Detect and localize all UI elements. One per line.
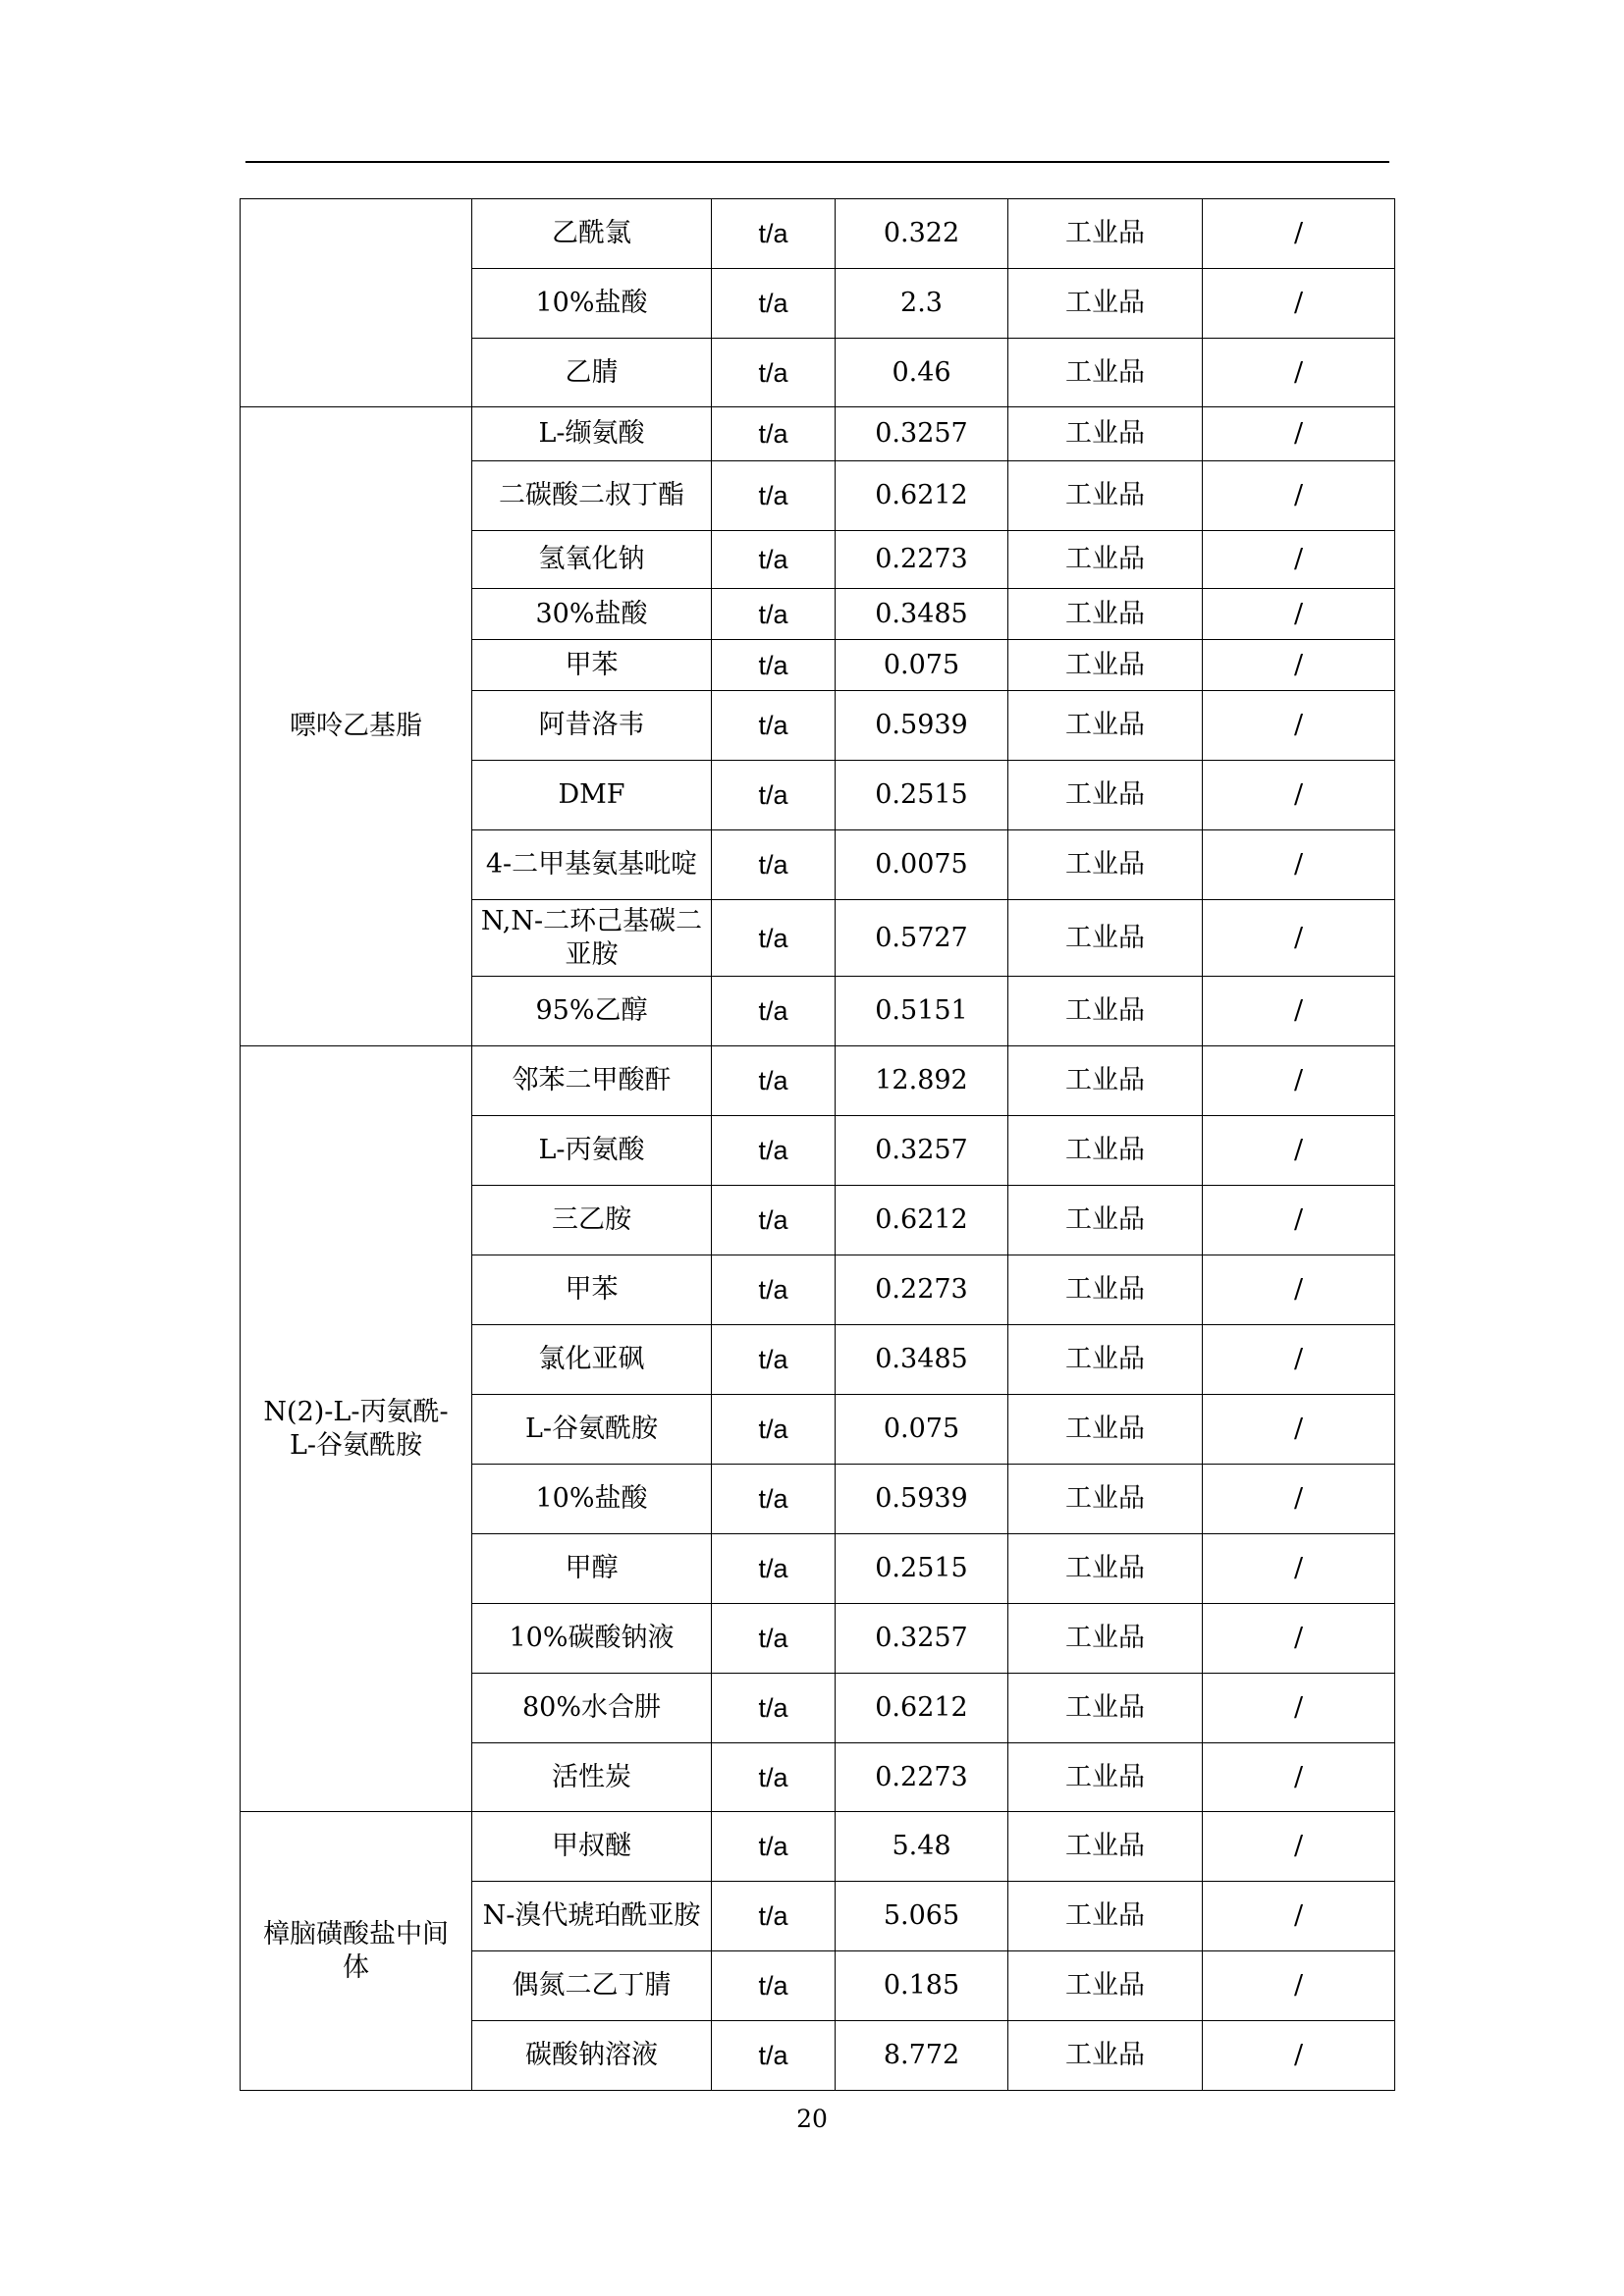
material-name-cell: 10%盐酸: [472, 1465, 712, 1534]
unit-cell: t/a: [712, 1116, 836, 1186]
annual-amount-cell: 0.2273: [836, 1743, 1008, 1812]
material-name-cell: 氯化亚砜: [472, 1325, 712, 1395]
annual-amount-cell: 12.892: [836, 1046, 1008, 1116]
note-cell: /: [1203, 830, 1395, 900]
grade-cell: 工业品: [1008, 761, 1203, 830]
annual-amount-cell: 8.772: [836, 2021, 1008, 2091]
note-cell: /: [1203, 2021, 1395, 2091]
header-rule: [245, 161, 1389, 163]
grade-cell: 工业品: [1008, 269, 1203, 339]
note-cell: /: [1203, 1255, 1395, 1325]
grade-cell: 工业品: [1008, 900, 1203, 977]
unit-cell: t/a: [712, 461, 836, 531]
annual-amount-cell: 0.3485: [836, 1325, 1008, 1395]
note-cell: /: [1203, 1674, 1395, 1743]
material-name-cell: 4-二甲基氨基吡啶: [472, 830, 712, 900]
annual-amount-cell: 2.3: [836, 269, 1008, 339]
product-name: 嘌呤乙基脂: [290, 711, 422, 741]
material-name-cell: 乙腈: [472, 339, 712, 407]
annual-amount-cell: 0.075: [836, 640, 1008, 691]
annual-amount-cell: 0.6212: [836, 461, 1008, 531]
material-name-cell: 邻苯二甲酸酐: [472, 1046, 712, 1116]
material-name-cell: 甲醇: [472, 1534, 712, 1604]
unit-cell: t/a: [712, 761, 836, 830]
annual-amount-cell: 0.5939: [836, 1465, 1008, 1534]
unit-cell: t/a: [712, 1882, 836, 1951]
annual-amount-cell: 0.46: [836, 339, 1008, 407]
unit-cell: t/a: [712, 1325, 836, 1395]
material-name-cell: 95%乙醇: [472, 977, 712, 1046]
grade-cell: 工业品: [1008, 407, 1203, 461]
grade-cell: 工业品: [1008, 1186, 1203, 1255]
material-name-cell: N-溴代琥珀酰亚胺: [472, 1882, 712, 1951]
unit-cell: t/a: [712, 1395, 836, 1465]
unit-cell: t/a: [712, 1465, 836, 1534]
unit-cell: t/a: [712, 640, 836, 691]
annual-amount-cell: 0.322: [836, 199, 1008, 269]
note-cell: /: [1203, 640, 1395, 691]
grade-cell: 工业品: [1008, 531, 1203, 589]
unit-cell: t/a: [712, 1951, 836, 2021]
grade-cell: 工业品: [1008, 1951, 1203, 2021]
material-name-cell: 偶氮二乙丁腈: [472, 1951, 712, 2021]
grade-cell: 工业品: [1008, 339, 1203, 407]
annual-amount-cell: 0.2515: [836, 1534, 1008, 1604]
grade-cell: 工业品: [1008, 199, 1203, 269]
unit-cell: t/a: [712, 407, 836, 461]
product-name: 樟脑磺酸盐中间体: [263, 1918, 449, 1983]
annual-amount-cell: 0.6212: [836, 1674, 1008, 1743]
grade-cell: 工业品: [1008, 1674, 1203, 1743]
annual-amount-cell: 0.5151: [836, 977, 1008, 1046]
material-name-cell: 30%盐酸: [472, 589, 712, 640]
unit-cell: t/a: [712, 1743, 836, 1812]
unit-cell: t/a: [712, 269, 836, 339]
note-cell: /: [1203, 1951, 1395, 2021]
grade-cell: 工业品: [1008, 1255, 1203, 1325]
unit-cell: t/a: [712, 531, 836, 589]
note-cell: /: [1203, 1743, 1395, 1812]
annual-amount-cell: 0.5727: [836, 900, 1008, 977]
table-row: [241, 199, 1395, 269]
note-cell: /: [1203, 977, 1395, 1046]
note-cell: /: [1203, 691, 1395, 761]
grade-cell: 工业品: [1008, 1116, 1203, 1186]
product-name-cell: [241, 199, 472, 407]
table-row: [241, 1812, 1395, 1882]
unit-cell: t/a: [712, 2021, 836, 2091]
unit-cell: t/a: [712, 199, 836, 269]
note-cell: /: [1203, 1046, 1395, 1116]
material-name-cell: 甲苯: [472, 640, 712, 691]
material-name-cell: 阿昔洛韦: [472, 691, 712, 761]
material-name-cell: DMF: [472, 761, 712, 830]
grade-cell: 工业品: [1008, 1046, 1203, 1116]
raw-materials-table: [240, 198, 1395, 2091]
note-cell: /: [1203, 1116, 1395, 1186]
grade-cell: 工业品: [1008, 830, 1203, 900]
grade-cell: 工业品: [1008, 1534, 1203, 1604]
note-cell: /: [1203, 461, 1395, 531]
note-cell: /: [1203, 269, 1395, 339]
table-row: [241, 1046, 1395, 1116]
product-name-cell: [241, 407, 472, 1046]
material-name-cell: 10%盐酸: [472, 269, 712, 339]
material-name-cell: 80%水合肼: [472, 1674, 712, 1743]
material-name-cell: 乙酰氯: [472, 199, 712, 269]
material-name-cell: 甲叔醚: [472, 1812, 712, 1882]
material-name-cell: 三乙胺: [472, 1186, 712, 1255]
note-cell: /: [1203, 531, 1395, 589]
note-cell: /: [1203, 1604, 1395, 1674]
product-name-cell: [241, 1812, 472, 2091]
grade-cell: 工业品: [1008, 1743, 1203, 1812]
material-name-cell: N,N-二环己基碳二亚胺: [472, 900, 712, 977]
note-cell: /: [1203, 1395, 1395, 1465]
product-name-cell: [241, 1046, 472, 1812]
unit-cell: t/a: [712, 1604, 836, 1674]
unit-cell: t/a: [712, 589, 836, 640]
unit-cell: t/a: [712, 1674, 836, 1743]
annual-amount-cell: 0.6212: [836, 1186, 1008, 1255]
annual-amount-cell: 0.0075: [836, 830, 1008, 900]
annual-amount-cell: 0.3485: [836, 589, 1008, 640]
grade-cell: 工业品: [1008, 640, 1203, 691]
note-cell: /: [1203, 1882, 1395, 1951]
unit-cell: t/a: [712, 1534, 836, 1604]
material-name-cell: 活性炭: [472, 1743, 712, 1812]
material-name-cell: L-丙氨酸: [472, 1116, 712, 1186]
note-cell: /: [1203, 1325, 1395, 1395]
note-cell: /: [1203, 407, 1395, 461]
annual-amount-cell: 0.185: [836, 1951, 1008, 2021]
grade-cell: 工业品: [1008, 1604, 1203, 1674]
annual-amount-cell: 5.48: [836, 1812, 1008, 1882]
unit-cell: t/a: [712, 830, 836, 900]
unit-cell: t/a: [712, 691, 836, 761]
grade-cell: 工业品: [1008, 1812, 1203, 1882]
grade-cell: 工业品: [1008, 1395, 1203, 1465]
grade-cell: 工业品: [1008, 691, 1203, 761]
unit-cell: t/a: [712, 1186, 836, 1255]
note-cell: /: [1203, 900, 1395, 977]
material-name-cell: 甲苯: [472, 1255, 712, 1325]
unit-cell: t/a: [712, 339, 836, 407]
unit-cell: t/a: [712, 1255, 836, 1325]
note-cell: /: [1203, 1465, 1395, 1534]
note-cell: /: [1203, 1186, 1395, 1255]
annual-amount-cell: 0.2515: [836, 761, 1008, 830]
table-row: [241, 407, 1395, 461]
grade-cell: 工业品: [1008, 977, 1203, 1046]
annual-amount-cell: 0.3257: [836, 1604, 1008, 1674]
grade-cell: 工业品: [1008, 1325, 1203, 1395]
material-name-cell: 10%碳酸钠液: [472, 1604, 712, 1674]
annual-amount-cell: 0.3257: [836, 407, 1008, 461]
note-cell: /: [1203, 339, 1395, 407]
annual-amount-cell: 0.3257: [836, 1116, 1008, 1186]
note-cell: /: [1203, 1812, 1395, 1882]
annual-amount-cell: 0.075: [836, 1395, 1008, 1465]
unit-cell: t/a: [712, 1812, 836, 1882]
note-cell: /: [1203, 1534, 1395, 1604]
grade-cell: 工业品: [1008, 1465, 1203, 1534]
grade-cell: 工业品: [1008, 461, 1203, 531]
note-cell: /: [1203, 199, 1395, 269]
material-name-cell: L-缬氨酸: [472, 407, 712, 461]
page-number: 20: [796, 2105, 828, 2133]
annual-amount-cell: 0.2273: [836, 1255, 1008, 1325]
note-cell: /: [1203, 589, 1395, 640]
unit-cell: t/a: [712, 977, 836, 1046]
material-name-cell: 碳酸钠溶液: [472, 2021, 712, 2091]
annual-amount-cell: 5.065: [836, 1882, 1008, 1951]
product-name: N(2)-L-丙氨酰-L-谷氨酰胺: [263, 1396, 449, 1461]
material-name-cell: 二碳酸二叔丁酯: [472, 461, 712, 531]
grade-cell: 工业品: [1008, 2021, 1203, 2091]
unit-cell: t/a: [712, 900, 836, 977]
annual-amount-cell: 0.2273: [836, 531, 1008, 589]
note-cell: /: [1203, 761, 1395, 830]
annual-amount-cell: 0.5939: [836, 691, 1008, 761]
material-name-cell: 氢氧化钠: [472, 531, 712, 589]
grade-cell: 工业品: [1008, 589, 1203, 640]
material-name-cell: L-谷氨酰胺: [472, 1395, 712, 1465]
unit-cell: t/a: [712, 1046, 836, 1116]
grade-cell: 工业品: [1008, 1882, 1203, 1951]
